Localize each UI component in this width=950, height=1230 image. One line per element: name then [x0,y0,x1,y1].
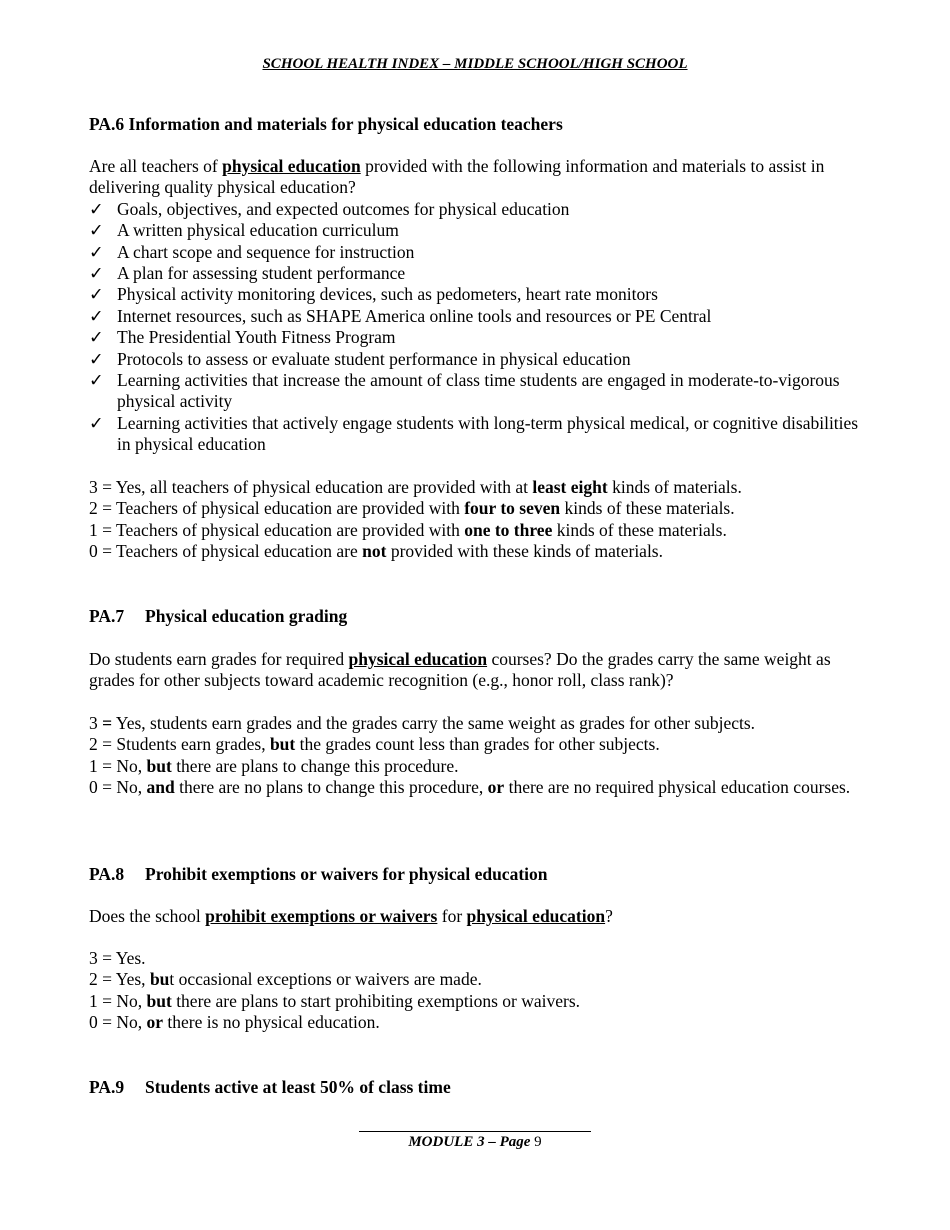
checklist-item [89,370,869,413]
pa8-heading [89,864,869,885]
pa7-scale-3 [89,713,869,734]
checkmark-icon: ✓ [89,327,104,348]
scale-text: 2 = Students earn grades, [89,734,270,755]
scale-text: 0 = No, [89,777,147,798]
scale-equals: = [102,713,113,733]
checklist-item [89,349,869,370]
pa6-question-text: Are all teachers of [89,156,223,176]
pa8-question [89,906,869,927]
checklist-item [89,306,869,327]
checkmark-icon: ✓ [89,305,104,326]
checklist-item [89,413,869,456]
pa8-question-term: prohibit exemptions or waivers [205,906,438,926]
checkmark-icon: ✓ [89,348,104,369]
scale-text: Yes, students earn grades and the grades carry the same weight as grades for other subjects. [112,713,756,733]
scale-bold: one to three [464,519,553,540]
footer-module-label: MODULE 3 – Page [408,1134,531,1150]
scale-text: provided with these kinds of materials. [386,541,663,562]
scale-bold: or [487,777,505,798]
checklist-item [89,199,869,220]
checklist-item [89,242,869,263]
pa8-number: PA.8 [89,864,125,884]
checkmark-icon: ✓ [89,284,104,305]
checklist-item [89,263,869,284]
pa6-scale-row [89,520,869,541]
pa7-question-text-2: courses? Do the grades carry the same weight as grades for other subjects toward academic recognition (e.g., honor roll, class rank)? [89,649,831,691]
checkmark-icon: ✓ [89,412,104,433]
pa6-heading: PA.6 Information and materials for physical education teachers [89,114,563,134]
checklist-item-text: Protocols to assess or evaluate student performance in physical education [117,348,631,369]
scale-text: 0 = Teachers of physical education are [89,541,363,562]
scale-text: 3 = Yes, all teachers of physical education are provided with at [89,477,533,497]
pa8-scale-3: 3 = Yes. [89,948,146,968]
scale-text: kinds of these materials. [560,498,735,519]
pa6-question-term: physical education [222,156,361,176]
pa6-body [89,156,869,456]
checklist-item-text: Goals, objectives, and expected outcomes for physical education [117,198,570,219]
scale-bold: but [146,990,172,1011]
page-footer [0,1134,950,1151]
scale-text: 0 = No, [89,1012,147,1033]
pa9-number: PA.9 [89,1077,125,1097]
checklist-item [89,327,869,348]
scale-text: 2 = Teachers of physical education are provided with [89,498,465,519]
scale-bold: bu [149,969,170,990]
scale-text: 1 = Teachers of physical education are provided with [89,519,465,540]
pa6-question-text-2: provided with the following information and materials to assist in delivering quality physical education? [89,156,825,198]
checklist-item-text: The Presidential Youth Fitness Program [117,327,396,348]
pa7-scale-1 [89,756,869,777]
scale-text: kinds of materials. [607,477,742,497]
pa6-scale [89,477,869,563]
footer-page-number: 9 [534,1134,542,1150]
checklist-item-text: Physical activity monitoring devices, such as pedometers, heart rate monitors [117,284,658,305]
pa6-scale-row [89,541,869,562]
checkmark-icon: ✓ [89,220,104,241]
pa8-title: Prohibit exemptions or waivers for physical education [145,864,548,884]
pa7-question-text: Do students earn grades for required [89,649,349,669]
scale-text: there are plans to change this procedure. [171,755,459,776]
pa8-question-term-2: physical education [466,906,606,926]
scale-text: there are plans to start prohibiting exemptions or waivers. [171,990,581,1011]
scale-bold: not [362,541,387,562]
checkmark-icon: ✓ [89,263,104,284]
scale-text: there is no physical education. [163,1012,380,1033]
checkmark-icon: ✓ [89,198,104,219]
scale-bold: or [146,1012,164,1033]
pa7-scale-0 [89,777,869,798]
running-header: SCHOOL HEALTH INDEX – MIDDLE SCHOOL/HIGH SCHOOL [262,56,688,72]
pa7-question [89,649,869,692]
scale-text: 2 = Yes, [89,969,150,990]
pa8-question-text-2: for [437,906,467,926]
scale-value: 3 [89,713,103,733]
scale-bold: and [146,777,175,798]
pa7-heading [89,606,869,627]
scale-text: t occasional exceptions or waivers are made. [169,969,482,990]
pa6-scale-row [89,498,869,519]
pa7-number: PA.7 [89,606,125,626]
checklist-item-text: Internet resources, such as SHAPE America online tools and resources or PE Central [117,305,712,326]
checkmark-icon: ✓ [89,370,104,391]
scale-text: there are no required physical education courses. [504,777,851,798]
pa8-scale [89,948,869,1034]
pa8-scale-0 [89,1012,869,1033]
checklist-item-text: A written physical education curriculum [117,220,399,241]
pa7-scale [89,713,869,799]
pa9-title: Students active at least 50% of class time [145,1077,451,1097]
pa8-question-text: Does the school [89,906,206,926]
checklist-item-text: Learning activities that actively engage students with long-term physical medical, or cognitive disabilities in physical education [117,412,859,455]
pa7-question-term: physical education [348,649,488,669]
checklist-item-text: Learning activities that increase the amount of class time students are engaged in moderate-to-vigorous physical activity [117,370,840,412]
pa6-materials-checklist [89,199,869,456]
pa8-scale-1 [89,991,869,1012]
scale-bold: but [269,734,296,755]
footer-rule [359,1131,591,1132]
pa7-scale-2 [89,734,869,755]
checklist-item-text: A chart scope and sequence for instruction [117,241,415,262]
scale-text: kinds of these materials. [552,519,727,540]
scale-bold: four to seven [464,498,561,519]
scale-text: there are no plans to change this procedure, [174,777,488,798]
checklist-item [89,220,869,241]
scale-bold: but [146,755,172,776]
pa6-scale-row [89,477,869,498]
scale-text: the grades count less than grades for other subjects. [295,734,660,755]
checklist-item [89,284,869,305]
pa8-scale-2 [89,969,869,990]
pa7-title: Physical education grading [145,606,348,626]
checkmark-icon: ✓ [89,241,104,262]
scale-bold: least eight [532,477,608,497]
checklist-item-text: A plan for assessing student performance [117,263,406,284]
pa8-question-end: ? [605,906,613,926]
pa9-heading [89,1077,869,1098]
scale-text: 1 = No, [89,990,147,1011]
pa6-question [89,156,869,199]
scale-text: 1 = No, [89,755,147,776]
